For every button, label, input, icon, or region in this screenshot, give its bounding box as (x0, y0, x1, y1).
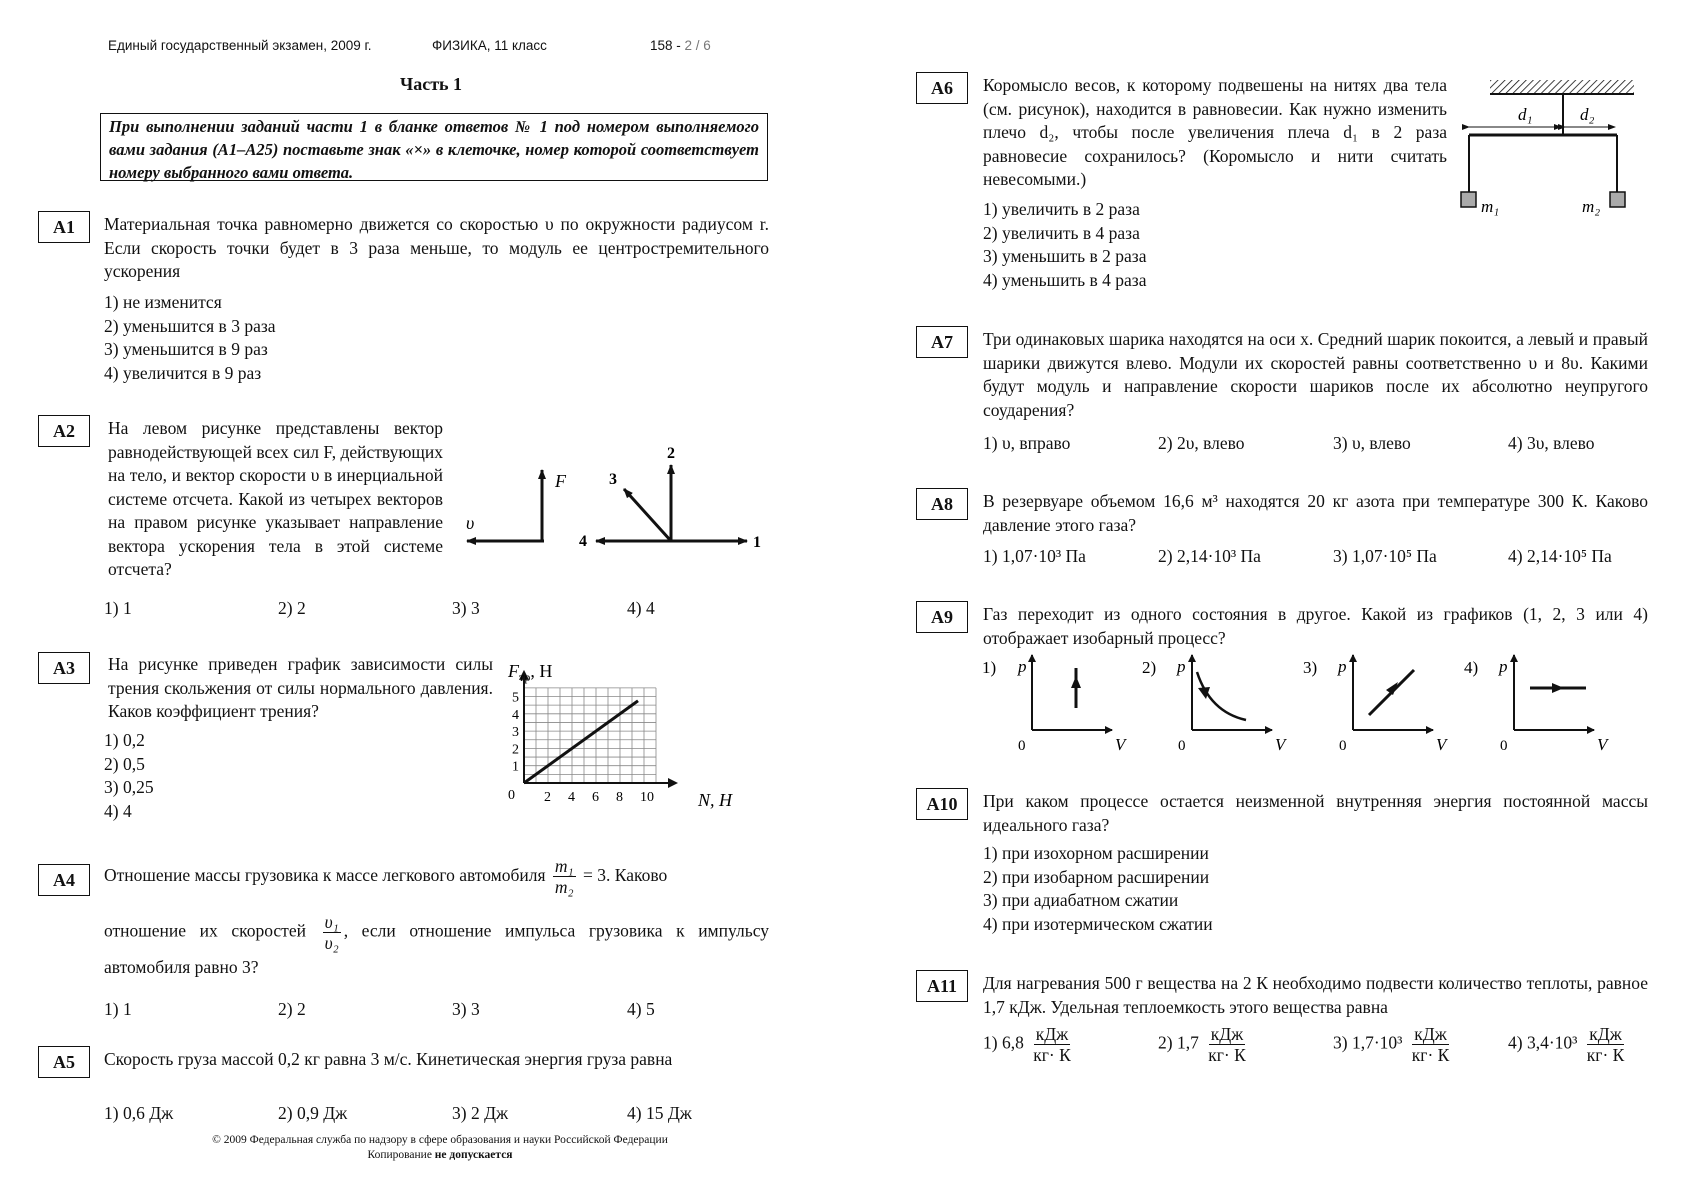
footer-copy-bold: не допускается (434, 1149, 513, 1161)
x-tick-label: 4 (568, 790, 575, 805)
a4-mass-fraction (553, 856, 576, 897)
graph-3-v-label: V (1436, 735, 1447, 754)
option-a11-2-value: 2) 1,7 (1158, 1032, 1199, 1053)
option-a11-3-unit (1410, 1024, 1452, 1065)
option-a2-1[interactable]: 1) 1 (104, 598, 132, 618)
chart-series (524, 701, 638, 783)
option-a11-2[interactable] (1158, 1024, 1251, 1065)
chart-xlabel: N, Н (698, 790, 733, 810)
option-a11-4-unit (1585, 1024, 1627, 1065)
option-a7-2[interactable]: 2) 2υ, влево (1158, 433, 1245, 453)
y-tick-label: 4 (512, 707, 519, 723)
option-a11-2-unit (1206, 1024, 1248, 1065)
graph-4-origin: 0 (1500, 738, 1508, 754)
option-a10-4[interactable]: 4) при изотермическом сжатии (983, 913, 1213, 934)
y-tick-label: 2 (512, 742, 519, 758)
option-a3-4[interactable]: 4) 4 (104, 800, 132, 821)
options-a10 (983, 842, 1213, 936)
question-label-a2: А2 (38, 415, 90, 447)
graph-2-p-label: p (1177, 657, 1186, 676)
graph-4-v-label: V (1597, 735, 1608, 754)
option-a3-2[interactable]: 2) 0,5 (104, 753, 145, 774)
y-tick-label: 3 (512, 725, 519, 741)
unit-den: кг· К (1033, 1045, 1071, 1065)
options-a3 (104, 729, 154, 823)
a4-text-part3: отношение их скоростей (104, 920, 306, 941)
y-tick-label: 1 (512, 759, 519, 775)
option-a7-3[interactable]: 3) υ, влево (1333, 433, 1411, 453)
graph-2[interactable] (1142, 655, 1288, 754)
friction-line (524, 701, 638, 783)
velocity-label: υ (466, 513, 475, 533)
option-a10-1[interactable]: 1) при изохорном расширении (983, 843, 1209, 863)
option-a10-3[interactable]: 3) при адиабатном сжатии (983, 890, 1179, 910)
header-subject: ФИЗИКА, 11 класс (432, 38, 547, 53)
vector-1-label: 1 (753, 534, 761, 551)
graph-2-origin: 0 (1178, 738, 1186, 754)
a4-m1: m₁ (554, 856, 574, 877)
part-title: Часть 1 (400, 74, 463, 94)
vector-3-label: 3 (609, 471, 617, 488)
a4-text-part4: , если отношение импульса грузовика к импульсу автомобиля равно 3? (104, 920, 769, 977)
x-axis-arrow (668, 778, 678, 788)
question-text-a11: Для нагревания 500 г вещества на 2 К необходимо подвести количество теплоты, равное 1,7 кДж. Удельная теплоемкость этого вещества равна (983, 973, 1648, 1017)
unit-num: кДж (1210, 1024, 1244, 1044)
option-a2-3[interactable]: 3) 3 (452, 598, 480, 618)
option-a11-1-unit (1031, 1024, 1073, 1065)
option-a7-1[interactable]: 1) υ, вправо (983, 433, 1071, 453)
graph-4-p-label: p (1499, 657, 1508, 676)
force-label: F (555, 471, 566, 491)
option-a6-4[interactable]: 4) уменьшить в 4 раза (983, 269, 1147, 290)
question-text-a9: Газ переходит из одного состояния в другое. Какой из графиков (1, 2, 3 или 4) отображает изобарный процесс? (983, 604, 1648, 648)
option-a11-1-value: 1) 6,8 (983, 1032, 1024, 1053)
graph-2-label: 2) (1142, 658, 1157, 677)
option-a5-1[interactable]: 1) 0,6 Дж (104, 1103, 174, 1123)
question-label-a4: А4 (38, 864, 90, 896)
option-a11-4-value: 4) 3,4·10³ (1508, 1032, 1578, 1053)
footer-copy-pre: Копирование (367, 1149, 435, 1161)
a3-friction-chart (500, 650, 755, 815)
a4-v2: υ₂ (324, 933, 339, 953)
x-tick-label: 2 (544, 790, 551, 805)
question-text-a5: Скорость груза массой 0,2 кг равна 3 м/с. Кинетическая энергия груза равна (104, 1049, 673, 1069)
header-page-number: 158 - (650, 38, 685, 53)
vector-4-label: 4 (579, 533, 587, 550)
options-a1 (104, 291, 276, 385)
option-a4-1[interactable]: 1) 1 (104, 999, 132, 1019)
option-a3-3[interactable]: 3) 0,25 (104, 777, 154, 797)
option-a6-2[interactable]: 2) увеличить в 4 раза (983, 222, 1140, 243)
graph-1-v-label: V (1115, 735, 1126, 754)
option-a2-2[interactable]: 2) 2 (278, 598, 306, 618)
option-a5-4[interactable]: 4) 15 Дж (627, 1103, 692, 1123)
question-label-a5: А5 (38, 1046, 90, 1078)
option-a6-3[interactable]: 3) уменьшить в 2 раза (983, 246, 1147, 266)
graph-4-arrow (1552, 683, 1564, 693)
question-text-a1: Материальная точка равномерно движется со скоростью υ по окружности радиусом r. Если скорость точки будет в 3 раза меньше, то модуль ее центростремительного ускорения (104, 214, 769, 281)
header-page-fraction: 2 / 6 (684, 38, 711, 53)
option-a1-2[interactable]: 2) уменьшится в 3 раза (104, 315, 276, 336)
option-a1-3[interactable]: 3) уменьшится в 9 раз (104, 339, 268, 359)
footer-copy-notice (140, 1148, 740, 1163)
option-a1-4[interactable]: 4) увеличится в 9 раз (104, 362, 262, 383)
unit-den: кг· К (1586, 1045, 1625, 1065)
header-page (650, 38, 711, 53)
option-a1-1[interactable]: 1) не изменится (104, 292, 222, 312)
a4-text-part1: Отношение массы грузовика к массе легкового автомобиля (104, 865, 546, 885)
footer (140, 1133, 740, 1163)
unit-den: кг· К (1411, 1045, 1450, 1065)
graph-1-p-label: p (1018, 657, 1027, 676)
origin-label: 0 (508, 788, 515, 803)
graph-1[interactable] (982, 655, 1128, 754)
question-label-a8: А8 (916, 488, 968, 520)
question-label-a11: А11 (916, 970, 968, 1002)
mass-m2 (1610, 192, 1625, 207)
graph-4[interactable] (1464, 655, 1610, 754)
question-text-a8: В резервуаре объемом 16,6 м³ находятся 20 кг азота при температуре 300 К. Каково давление этого газа? (983, 491, 1648, 535)
question-label-a10: А10 (916, 788, 968, 820)
a2-right-figure (579, 445, 761, 551)
options-a6 (983, 198, 1146, 292)
question-text-a6: Коромысло весов, к которому подвешены на нитях два тела (см. рисунок), находится в равновесии. Как нужно изменить плечо d₂, чтобы после увеличения плеча d₁ в 2 раза равновесие сохранилось? (Коромысло и нити считать невесомыми.) (983, 75, 1447, 189)
graph-3[interactable] (1303, 655, 1449, 754)
graph-2-v-label: V (1275, 735, 1286, 754)
graph-3-origin: 0 (1339, 738, 1347, 754)
footer-copyright: © 2009 Федеральная служба по надзору в сфере образования и науки Российской Федерации (212, 1134, 668, 1146)
option-a8-3[interactable]: 3) 1,07·10⁵ Па (1333, 546, 1437, 566)
d2-label: d₂ (1580, 105, 1595, 124)
option-a11-3[interactable] (1333, 1024, 1454, 1065)
option-a8-1[interactable]: 1) 1,07·10³ Па (983, 546, 1086, 566)
question-label-a1: А1 (38, 211, 90, 243)
option-a7-4[interactable]: 4) 3υ, влево (1508, 433, 1595, 453)
option-a4-3[interactable]: 3) 3 (452, 999, 480, 1019)
option-a4-4[interactable]: 4) 5 (627, 999, 655, 1019)
question-label-a9: А9 (916, 601, 968, 633)
question-text-a7: Три одинаковых шарика находятся на оси x. Средний шарик покоится, а левый и правый шарики движутся влево. Модули их скоростей равны соответственно υ и 8υ. Какими будут модуль и направление скорости шариков после их абсолютно неупругого соударения? (983, 329, 1648, 420)
option-a8-4[interactable]: 4) 2,14·10⁵ Па (1508, 546, 1612, 566)
graph-1-origin: 0 (1018, 738, 1026, 754)
option-a2-4[interactable]: 4) 4 (627, 598, 655, 618)
question-text-a4 (104, 852, 769, 898)
instruction-box: При выполнении заданий части 1 в бланке ответов № 1 под номером выполняемого вами задания (А1–А25) поставьте знак «×» в клеточке, номер которой соответствует номеру выбранного вами ответа. (100, 113, 768, 181)
graph-3-label: 3) (1303, 658, 1318, 677)
a4-v1: υ₁ (324, 912, 339, 932)
option-a11-3-value: 3) 1,7·10³ (1333, 1032, 1403, 1053)
option-a11-4[interactable] (1508, 1024, 1629, 1065)
d1-label: d₁ (1518, 105, 1533, 124)
option-a8-2[interactable]: 2) 2,14·10³ Па (1158, 546, 1261, 566)
question-label-a6: А6 (916, 72, 968, 104)
a9-graphs (980, 650, 1620, 755)
option-a5-3[interactable]: 3) 2 Дж (452, 1103, 509, 1123)
option-a4-2[interactable]: 2) 2 (278, 999, 306, 1019)
graph-1-arrow (1071, 676, 1081, 688)
unit-num: кДж (1035, 1024, 1069, 1044)
question-text-a10: При каком процессе остается неизменной внутренняя энергия постоянной массы идеального газа? (983, 791, 1648, 835)
a4-velocity-fraction (323, 912, 341, 953)
question-text-a2: На левом рисунке представлены вектор равнодействующей всех сил F, действующих на тело, и вектор скорости υ в инерциальной системе отсчета. Какой из четырех векторов на правом рисунке указывает направление вектора ускорения тела в этой системе отсчета? (108, 418, 443, 579)
unit-den: кг· К (1208, 1045, 1246, 1065)
option-a11-1[interactable] (983, 1024, 1076, 1065)
m2-label: m₂ (1582, 197, 1601, 216)
chart-ylabel: $F_{тр}$, Н (508, 661, 553, 684)
vector-3 (624, 489, 671, 541)
y-tick-label: 5 (512, 690, 519, 706)
x-tick-label: 8 (616, 790, 623, 805)
question-label-a3: А3 (38, 652, 90, 684)
header-exam: Единый государственный экзамен, 2009 г. (108, 38, 372, 53)
option-a6-1[interactable]: 1) увеличить в 2 раза (983, 199, 1140, 219)
a4-text-part2: = 3. Каково (583, 865, 668, 885)
graph-1-label: 1) (982, 658, 997, 677)
unit-num: кДж (1589, 1024, 1622, 1044)
m1-label: m₁ (1481, 197, 1500, 216)
a6-balance-figure (1460, 75, 1645, 225)
option-a10-2[interactable]: 2) при изобарном расширении (983, 866, 1210, 887)
graph-4-label: 4) (1464, 658, 1479, 677)
graph-3-p-label: p (1338, 657, 1347, 676)
x-tick-label: 10 (640, 790, 654, 805)
a2-left-figure (466, 470, 567, 541)
ceiling (1490, 80, 1634, 94)
a2-vectors-figure (455, 440, 770, 560)
a4-m2: m₂ (554, 877, 574, 898)
question-label-a7: А7 (916, 326, 968, 358)
unit-num: кДж (1414, 1024, 1447, 1044)
mass-m1 (1461, 192, 1476, 207)
question-text-a3: На рисунке приведен график зависимости силы трения скольжения от силы нормального давления. Каков коэффициент трения? (108, 654, 493, 721)
vector-2-label: 2 (667, 445, 675, 462)
option-a5-2[interactable]: 2) 0,9 Дж (278, 1103, 348, 1123)
option-a3-1[interactable]: 1) 0,2 (104, 730, 145, 750)
x-tick-label: 6 (592, 790, 599, 805)
question-text-a4-cont (104, 912, 769, 981)
